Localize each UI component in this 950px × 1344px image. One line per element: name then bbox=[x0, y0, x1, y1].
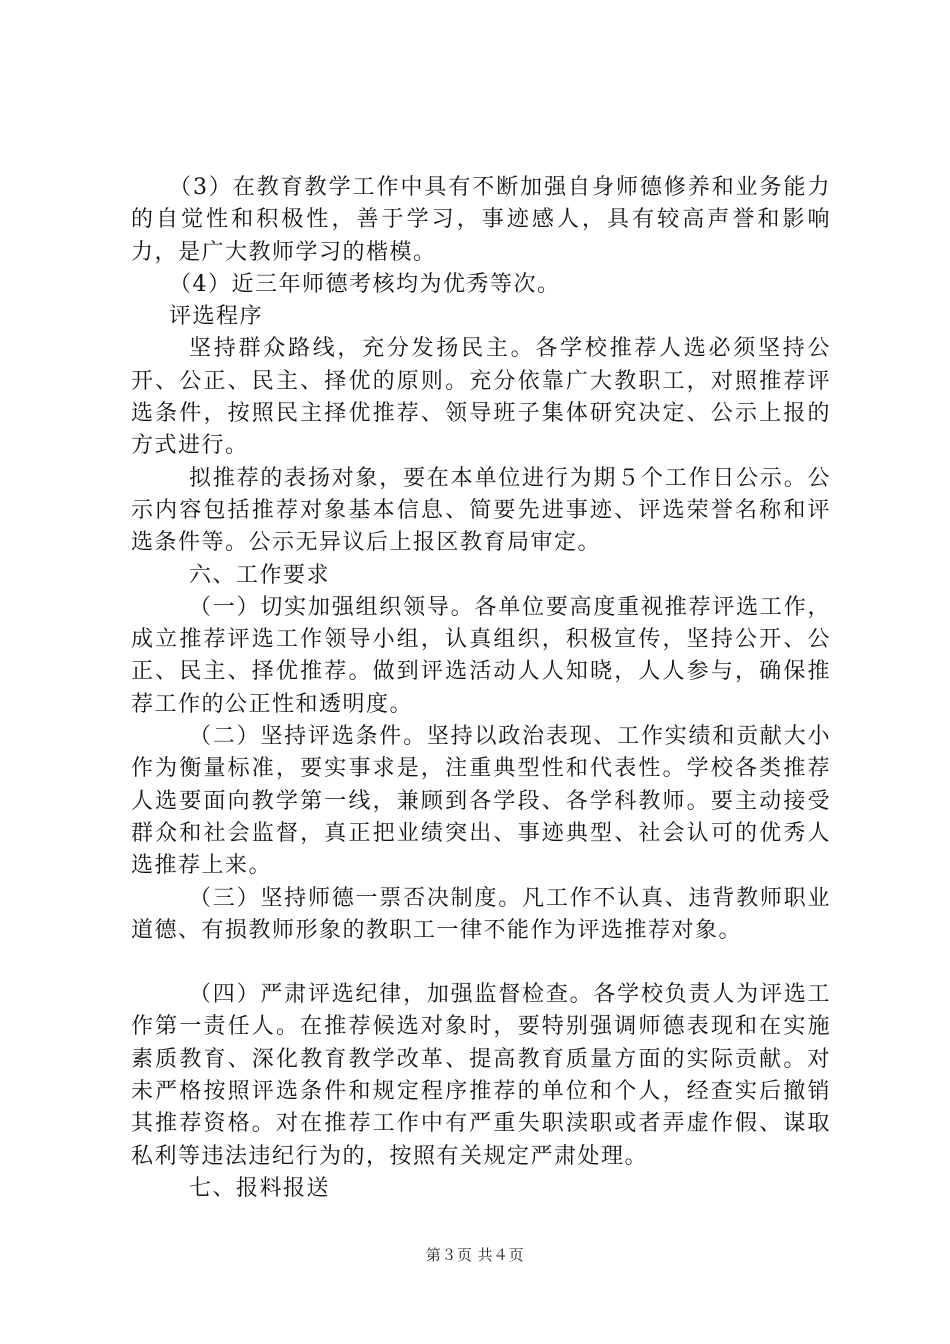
heading-material-submission: 七、报料报送 bbox=[189, 1175, 331, 1201]
paragraph-condition-3: （3）在教育教学工作中具有不断加强自身师德修养和业务能力的自觉性和积极性，善于学习，事迹感人，具有较高声誉和影响力，是广大教师学习的楷模。 bbox=[131, 175, 831, 265]
page-footer: 第３页 共４页 bbox=[425, 1246, 525, 1264]
paragraph-spacer bbox=[131, 947, 831, 979]
paragraph-requirement-3: （三）坚持师德一票否决制度。凡工作不认真、违背教师职业道德、有损教师形象的教职工一律不能作为评选推荐对象。 bbox=[131, 885, 831, 943]
paragraph-condition-4: （4）近三年师德考核均为优秀等次。 bbox=[169, 271, 561, 297]
paragraph-requirement-4: （四）严肃评选纪律，加强监督检查。各学校负责人为评选工作第一责任人。在推荐候选对象时，要特别强调师德表现和在实施素质教育、深化教育教学改革、提高教育质量方面的实际贡献。对未严格按照评选条件和规定程序推荐的单位和个人，经查实后撤销其推荐资格。对在推荐工作中有严重失职渎职或者弄虚作假、谋取私利等违法违纪行为的，按照有关规定严肃处理。 bbox=[131, 982, 831, 1169]
paragraph-requirement-2: （二）坚持评选条件。坚持以政治表现、工作实绩和贡献大小作为衡量标准，要实事求是，注重典型性和代表性。学校各类推荐人选要面向教学第一线，兼顾到各学段、各学科教师。要主动接受群众和社会监督，真正把业绩突出、事迹典型、社会认可的优秀人选推荐上来。 bbox=[131, 724, 831, 879]
heading-selection-procedure: 评选程序 bbox=[169, 304, 264, 330]
paragraph-publicity: 拟推荐的表扬对象，要在本单位进行为期５个工作日公示。公示内容包括推荐对象基本信息、简要先进事迹、评选荣誉名称和评选条件等。公示无异议后上报区教育局审定。 bbox=[131, 465, 831, 556]
paragraph-mass-line: 坚持群众路线，充分发扬民主。各学校推荐人选必须坚持公开、公正、民主、择优的原则。充分依靠广大教职工，对照推荐评选条件，按照民主择优推荐、领导班子集体研究决定、公示上报的方式进行。 bbox=[131, 336, 831, 459]
document-body bbox=[131, 172, 831, 1205]
paragraph-requirement-1: （一）切实加强组织领导。各单位要高度重视推荐评选工作，成立推荐评选工作领导小组，认真组织，积极宣传，坚持公开、公正、民主、择优推荐。做到评选活动人人知晓，人人参与，确保推荐工作的公正性和透明度。 bbox=[131, 594, 831, 717]
heading-work-requirements: 六、工作要求 bbox=[189, 562, 331, 588]
